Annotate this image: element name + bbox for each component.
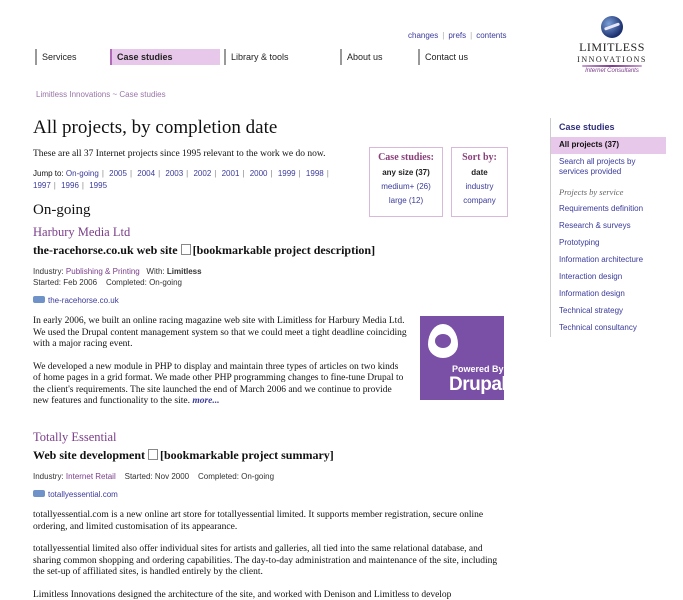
jump-1996[interactable]: 1996 <box>61 181 79 190</box>
completed-text: Completed: On-going <box>198 472 275 481</box>
project-item <box>33 430 503 600</box>
jump-2001[interactable]: 2001 <box>221 169 240 178</box>
intro-text: These are all 37 Internet projects since 1995 relevant to the work we do now. <box>33 149 326 159</box>
sidebar-item-technical-consultancy[interactable]: Technical consultancy <box>559 323 637 332</box>
sidebar-item-information-design[interactable]: Information design <box>559 289 625 298</box>
sidebar-item-technical-strategy[interactable]: Technical strategy <box>559 306 624 315</box>
broken-image-icon[interactable]: [bookmarkable project summary] <box>148 448 334 462</box>
jump-2005[interactable]: 2005 <box>109 169 127 178</box>
nav-library-tools[interactable]: Library & tools <box>224 49 334 65</box>
sidebar-item-interaction-design[interactable]: Interaction design <box>559 272 623 281</box>
sidebar-item-requirements[interactable]: Requirements definition <box>559 204 644 213</box>
jump-label: Jump to: <box>33 169 64 178</box>
sort-date[interactable]: date <box>471 168 488 177</box>
project-description-3: Limitless Innovations designed the architecture of the site, and worked with Denison and Limitless to develop <box>33 589 452 600</box>
breadcrumb[interactable]: Limitless Innovations ~ Case studies <box>36 90 166 99</box>
globe-icon <box>601 16 623 38</box>
jump-1998[interactable]: 1998 <box>305 169 324 178</box>
page-title: All projects, by completion date <box>33 117 278 138</box>
case-studies-box-title: Case studies: <box>378 152 434 163</box>
sort-by-box <box>451 147 508 217</box>
sidebar-item-prototyping[interactable]: Prototyping <box>559 238 600 247</box>
started-text: Started: Nov 2000 <box>124 472 190 481</box>
sort-industry[interactable]: industry <box>465 182 494 191</box>
website-link[interactable] <box>33 296 503 305</box>
section-heading-ongoing: On-going <box>33 202 91 218</box>
drupal-badge-line-2: Drupal <box>449 374 507 395</box>
project-client[interactable]: Totally Essential <box>33 430 117 444</box>
jump-2004[interactable]: 2004 <box>137 169 156 178</box>
jump-1995[interactable]: 1995 <box>89 181 108 190</box>
contents-link[interactable]: contents <box>476 31 507 40</box>
industry-link[interactable]: Publishing & Printing <box>65 267 140 276</box>
drupal-drop-icon <box>428 324 458 358</box>
filter-large[interactable]: large (12) <box>388 196 424 205</box>
website-url[interactable]: the-racehorse.co.uk <box>48 296 119 305</box>
broken-image-icon[interactable]: [bookmarkable project description] <box>181 243 375 257</box>
started-text: Started: Feb 2006 <box>33 278 98 287</box>
project-title <box>33 243 503 258</box>
utility-links: changes | prefs | contents <box>408 31 507 40</box>
case-studies-filter-box <box>369 147 443 217</box>
sidebar-heading[interactable]: Case studies <box>559 122 615 132</box>
more-link[interactable]: more... <box>192 396 220 406</box>
project-description: In early 2006, we built an online racing magazine web site with Limitless for Harbury Media Ltd. We used the Drupal content management system so that we could meet a tight deadline coinciding with a major racing event. <box>33 316 407 349</box>
pointing-hand-icon <box>33 296 45 303</box>
website-url[interactable]: totallyessential.com <box>48 490 118 499</box>
project-title <box>33 448 503 463</box>
drupal-badge-line-1: Powered By <box>452 364 504 374</box>
sidebar-item-search-projects[interactable]: Search all projects by services provided <box>559 157 636 176</box>
project-title-text: Web site development <box>33 448 145 462</box>
sidebar-item-information-architecture[interactable]: Information architecture <box>559 255 644 264</box>
with-value: Limitless <box>166 267 202 276</box>
sidebar <box>550 118 666 337</box>
filter-medium[interactable]: medium+ (26) <box>381 182 431 191</box>
powered-by-drupal-badge[interactable] <box>420 316 507 400</box>
sidebar-item-research[interactable]: Research & surveys <box>559 221 631 230</box>
with-label: With: <box>146 267 165 276</box>
jump-ongoing[interactable]: On-going <box>65 169 99 178</box>
project-description-text: We developed a new module in PHP to display and maintain three types of articles on two kinds of home pages in a grid format. We made other PHP programming changes to fine-tune Drupal to the client's requirements. The site launched the end of March 2006 and we continue to provide new features and functionality to the site. <box>33 361 404 406</box>
jump-1999[interactable]: 1999 <box>277 169 296 178</box>
nav-about-us[interactable]: About us <box>340 49 412 65</box>
industry-label: Industry: <box>33 267 64 276</box>
logo-line-2: INNOVATIONS <box>577 55 647 64</box>
project-description-2: totallyessential limited also offer individual sites for artists and galleries, all tied into the same relational database, and sharing common shopping and ordering capabilities. The day-to-day administration and maintenance of the site, including the set-up of affiliated sites, is handled entirely by the client. <box>33 544 498 577</box>
jump-1997[interactable]: 1997 <box>33 181 51 190</box>
sidebar-item-all-projects[interactable]: All projects (37) <box>551 137 666 154</box>
sort-company[interactable]: company <box>463 196 496 205</box>
project-meta <box>33 266 503 288</box>
completed-text: Completed: On-going <box>105 278 182 287</box>
pointing-hand-icon <box>33 490 45 497</box>
company-logo[interactable] <box>574 16 650 74</box>
sort-box-title: Sort by: <box>462 152 497 163</box>
jump-2000[interactable]: 2000 <box>249 169 268 178</box>
nav-case-studies[interactable]: Case studies <box>110 49 220 65</box>
project-description-2 <box>33 362 408 408</box>
prefs-link[interactable]: prefs <box>448 31 467 40</box>
changes-link[interactable]: changes <box>408 31 439 40</box>
logo-tagline: Internet Consultants <box>585 68 639 74</box>
industry-label: Industry: <box>33 472 64 481</box>
project-client[interactable]: Harbury Media Ltd <box>33 225 131 239</box>
sidebar-section-label: Projects by service <box>559 187 624 197</box>
jump-to-links: Jump to: On-going | 2005 | 2004 | 2003 | 2002 | 2001 | 2000 | 1999 | 1998 | 1997 | 1996 | 1995 <box>33 169 329 190</box>
project-description: totallyessential.com is a new online art store for totallyessential limited. It supports member registration, secure online ordering, and limited customisation of its appearance. <box>33 510 484 532</box>
industry-link[interactable]: Internet Retail <box>65 472 116 481</box>
jump-2002[interactable]: 2002 <box>193 169 212 178</box>
project-title-text: the-racehorse.co.uk web site <box>33 243 178 257</box>
project-meta <box>33 471 503 482</box>
filter-any-size[interactable]: any size (37) <box>382 168 430 177</box>
logo-swoosh-icon <box>582 65 642 67</box>
website-link[interactable] <box>33 490 503 499</box>
logo-line-1: LIMITLESS <box>579 40 645 54</box>
nav-contact-us[interactable]: Contact us <box>418 49 478 65</box>
nav-services[interactable]: Services <box>35 49 105 65</box>
jump-2003[interactable]: 2003 <box>165 169 184 178</box>
